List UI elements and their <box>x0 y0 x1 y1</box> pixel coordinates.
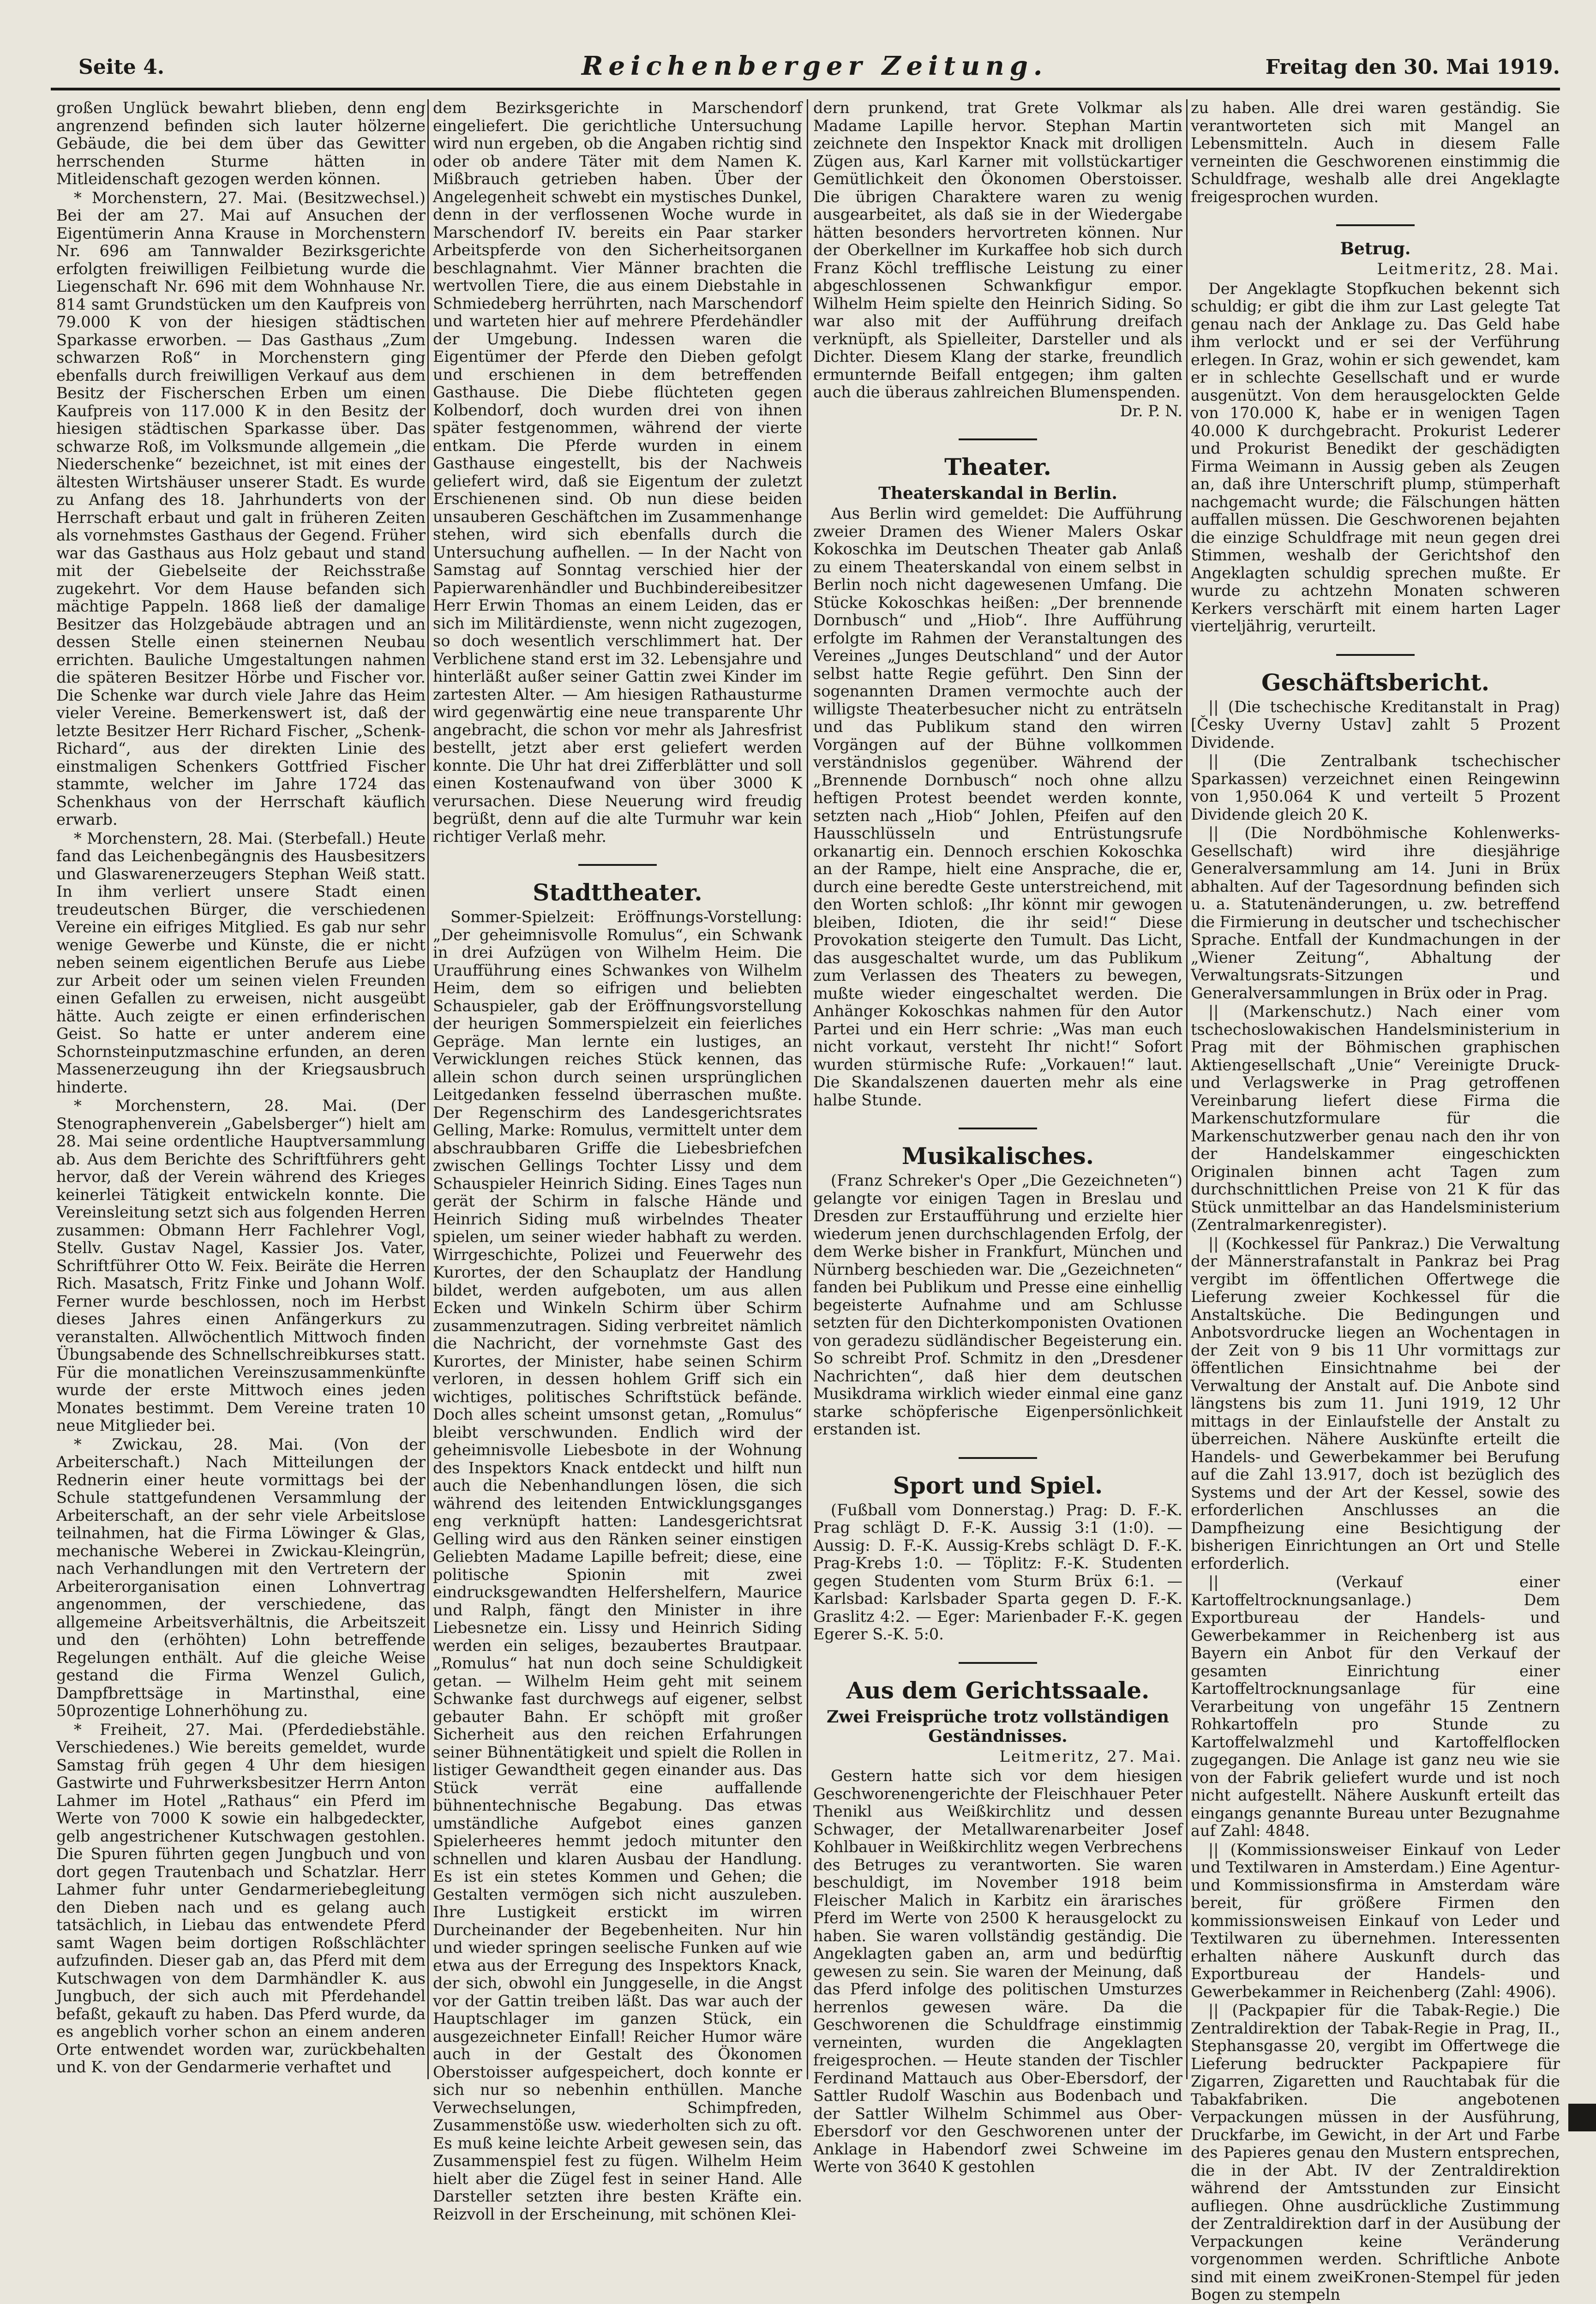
scan-corner <box>1568 2104 1596 2131</box>
article-text: (Franz Schreker's Oper „Die Gezeichneten“) gelangte vor einigen Tagen in Breslau und Dresden zur Erstaufführung und erzielte hier wiederum jenen durchschlagenden Erfolg, der dem Werke bisher in Frankfurt, München und Nürnberg beschieden war. Die „Gezeichneten“ fanden bei Publikum und Presse eine einhellig begeisterte Aufnahme und am Schlusse setzten für den Dichterkomponisten Ovationen von geradezu südländischer Begeisterung ein. So schreibt Prof. Schmitz in den „Dresdener Nachrichten“, daß hier dem deutschen Musikdrama wirklich wieder einmal eine ganz starke schöpferische Eigenpersönlichkeit erstanden ist. <box>813 1171 1182 1438</box>
theater-review: Sommer-Spielzeit: Eröffnungs-Vorstellung: „Der geheimnisvolle Romulus“, ein Schwank in drei Aufzügen von Wilhelm Heim. Die Uraufführung eines Schwankes von Wilhelm Heim, dem so eifrigen und beliebten Schauspieler, gab der Eröffnungsvorstellung der heurigen Sommerspielzeit ein feierliches Gepräge. Man lernte ein lustiges, an Verwicklungen reiches Stück kennen, das allein schon durch seinen ursprünglichen Leitgedanken fesselnd überraschen mußte. Der Regenschirm des Landesgerichtsrates Gelling, Marke: Romulus, vermittelt unter dem abschraubbaren Griffe die Liebesbriefchen zwischen Gellings Tochter Lissy und dem Schauspieler Heinrich Siding. Eines Tages nun gerät der Schirm in falsche Hände und Heinrich Siding muß wirbelndes Theater spielen, um seiner wieder habhaft zu werden. Wirrgeschichte, Polizei und Feuerwehr des Kurortes, der den Schauplatz der Handlung bildet, werden aufgeboten, um aus allen Ecken und Winkeln Schirm über Schirm zusammenzutragen. Siding verbreitet nämlich die Nachricht, der vornehmste Gast des Kurortes, der Minister, habe seinen Schirm verloren, in dessen hohlem Griff sich ein wichtiges, politisches Schriftstück befände. Doch alles scheint umsonst getan, „Romulus“ bleibt verschwunden. Endlich wird der geheimnisvolle Liebesbote in der Wohnung des Inspektors Knack entdeckt und hilft nun auch die Nebenhandlungen lösen, die sich während des leitenden Entwicklungsganges eng verknüpft hatten: Landesgerichtsrat Gelling wird aus den Ränken seiner einstigen Geliebten Madame Lapille befreit; diese, eine politische Spionin mit zwei eindrucksgewandten Helfershelfern, Maurice und Ralph, fängt den Minister in ihre Liebesnetze ein. Lissy und Heinrich Siding werden ein seliges, bezaubertes Brautpaar. „Romulus“ hat nun doch seine Schuldigkeit getan. — Wilhelm Heim geht mit seinem Schwanke fast durchwegs auf eigener, selbst gebauter Bahn. Er schöpft mit großer Sicherheit aus den reichen Erfahrungen seiner Bühnentätigkeit und spielt die Rollen in listiger Gewandtheit gegen einander aus. Das Stück verrät eine auffallende bühnentechnische Begabung. Das etwas umständliche Aufgebot eines ganzen Spielerheeres hemmt jedoch mitunter den schnellen und klaren Ausbau der Handlung. Es ist ein stetes Kommen und Gehen; die Gestalten vermögen sich nicht auszuleben. Ihre Lustigkeit erstickt im wirren Durcheinander der Begebenheiten. Nur hin und wieder springen seelische Funken auf wie etwa aus der Erregung des Inspektors Knack, der sich, obwohl ein Junggeselle, in die Angst vor der Gattin treiben läßt. Das war auch der Hauptschlager im ganzen Stück, ein ausgezeichneter Einfall! Reicher Humor wäre auch in der Gestalt des Ökonomen Oberstoisser aufgespeichert, doch konnte er sich nur so nebenhin enthüllen. Manche Verwechselungen, Schimpfreden, Zusammenstöße usw. wiederholten sich zu oft. Es muß keine leichte Arbeit gewesen sein, das Zusammenspiel fest zu fügen. Wilhelm Heim hielt aber die Zügel fest in seiner Hand. Alle Darsteller setzten ihre besten Kräfte ein. Reizvoll in der Erscheinung, mit schönen Klei- <box>433 908 802 2223</box>
article-text: (Fußball vom Donnerstag.) Prag: D. F.-K. Prag schlägt D. F.-K. Aussig 3:1 (1:0). — Aussig: D. F.-K. Aussig-Krebs schlägt D. F.-K. Prag-Krebs 1:0. — Töplitz: F.-K. Studenten gegen Studenten vom Sturm Brüx 6:1. — Karlsbad: Karlsbader Sparta gegen D. F.-K. Graslitz 4:2. — Eger: Marienbader F.-K. gegen Egerer S.-K. 5:0. <box>813 1500 1182 1643</box>
section-separator <box>959 438 1037 440</box>
column-divider <box>807 99 808 2079</box>
header-rule <box>51 88 1560 90</box>
business-item: || (Kommissionsweiser Einkauf von Leder und Textilwaren in Amsterdam.) Eine Agentur- und Kommissionsfirma in Amsterdam wäre bereit, für größere Firmen den kommissionsweisen Einkauf von Leder und Textilwaren zu übernehmen. Interessenten erhalten nähere Auskunft durch das Exportbureau der Handels- und Gewerbekammer in Reichenberg (Zahl: 4906). <box>1191 1840 1560 2001</box>
local-news-freiheit: * Freiheit, 27. Mai. (Pferdediebstähle. Verschiedenes.) Wie bereits gemeldet, wurde Samstag früh gegen 4 Uhr dem hiesigen Gastwirte und Fuhrwerksbesitzer Herrn Anton Lahmer im Hotel „Rathaus“ ein Pferd im Werte von 7000 K sowie ein halbgedeckter, gelb angestrichener Kutschwagen gestohlen. Die Spuren führten gegen Jungbuch und von dort gegen Trautenbach und Schatzlar. Herr Lahmer fuhr unter Gendarmeriebegleitung den Dieben nach und es gelang auch tatsächlich, in Liebau das entwendete Pferd samt Wagen beim dortigen Roßschlächter aufzufinden. Dieser gab an, das Pferd mit dem Kutschwagen von dem Darmhändler K. aus Jungbuch, der sich auch mit Pferdehandel befaßt, gekauft zu haben. Das Pferd wurde, da es angeblich vorher schon an einem anderen Orte entwendet worden war, zurückbehalten und K. von der Gendarmerie verhaftet und <box>56 1720 426 2076</box>
section-separator <box>959 1457 1037 1459</box>
business-item: || (Kochkessel für Pankraz.) Die Verwaltung der Männerstrafanstalt in Pankraz bei Prag vergibt im öffentlichen Offertwege die Lieferung zweier Kochkessel für die Anstaltsküche. Die Bedingungen und Anbotsvordrucke liegen an Wochentagen in der Zeit von 9 bis 11 Uhr vormittags zur öffentlichen Einsichtnahme bei der Verwaltung der Anstalt auf. Die Anbote sind längstens bis zum 11. Juni 1919, 12 Uhr mittags in der Einlaufstelle der Anstalt zu überreichen. Nähere Auskünfte erteilt die Handels- und Gewerbekammer bei Berufung auf die Zahl 13.917, doch ist bezüglich des Systems und der Art der Kessel, sowie des erforderlichen Anschlusses an die Dampfheizung eine Besichtigung der bisherigen Einrichtungen an Ort und Stelle erforderlich. <box>1191 1234 1560 1572</box>
newspaper-title: Reichenberger Zeitung. <box>582 51 1048 81</box>
column-divider <box>1186 99 1188 2079</box>
business-item: || (Verkauf einer Kartoffeltrocknungsanlage.) Dem Exportbureau der Handels- und Gewerbekammer in Reichenberg ist aus Bayern ein Anbot für den Verkauf der gesamten Einrichtung einer Kartoffeltrocknungsanlage für eine Verarbeitung von ungefähr 15 Zentnern Rohkartoffeln pro Stunde zu Kartoffelwalzmehl und Kartoffelflocken zugegangen. Die Anlage ist ganz neu wie sie von der Fabrik geliefert wurde und ist noch nicht aufgestellt. Nähere Auskunft erteilt das eingangs genannte Bureau unter Bezugnahme auf Zahl: 4848. <box>1191 1573 1560 1840</box>
business-item: || (Markenschutz.) Nach einer vom tschechoslowakischen Handelsministerium in Prag mit der Böhmischen graphischen Aktiengesellschaft „Unie“ Vereinigte Druck- und Verlagswerke in Prag getroffenen Vereinbarung liefert diese Firma die Markenschutzformulare für die Markenschutzwerber genau nach den ihr von der Handelskammer eingeschickten Originalen binnen acht Tagen zum durchschnittlichen Preise von 21 K für das Stück unmittelbar an das Handelsministerium (Zentralmarkenregister). <box>1191 1002 1560 1234</box>
local-news-zwickau: * Zwickau, 28. Mai. (Von der Arbeiterschaft.) Nach Mitteilungen der Rednerin einer heute vormittags bei der Schule stattgefundenen Versammlung der Arbeiterschaft, an der sehr viele Arbeitslose teilnahmen, hat die Firma Löwinger & Glas, mechanische Weberei in Zwickau-Kleingrün, nach Verhandlungen mit den Vertretern der Arbeiterorganisation einen Lohnvertrag angenommen, der verschiedene, das allgemeine Arbeitsverhältnis, die Arbeitszeit und den (erhöhten) Lohn betreffende Regelungen enthält. Auf die gleiche Weise gestand die Firma Wenzel Gulich, Dampfbrettsäge in Martinsthal, eine 50prozentige Lohnerhöhung zu. <box>56 1435 426 1720</box>
dateline: Leitmeritz, 27. Mai. <box>999 1747 1182 1765</box>
section-heading-theater: Theater. <box>944 453 1051 480</box>
article-text: Der Angeklagte Stopfkuchen bekennt sich schuldig; er gibt die ihm zur Last gelegte Tat genau nach der Anklage zu. Das Geld habe ihm verlockt und er sei der Verführung erlegen. In Graz, wohin er sich gewendet, kam er in schlechte Gesellschaft und er wurde ausgenützt. Von dem herausgelockten Gelde von 170.000 K, habe er in wenigen Tagen 40.000 K durchgebracht. Prokurist Lederer und Prokurist Benedikt der geschädigten Firma Weimann in Aussig geben als Zeugen an, daß ihre Unterschrift plump, stümperhaft nachgemacht wurde; die Fälschungen hätten auffallen müssen. Die Geschworenen bejahten die einzige Schuldfrage mit neun gegen drei Stimmen, weshalb der Gerichtshof den Angeklagten schuldig sprechen mußte. Er wurde zu achtzehn Monaten schweren Kerkers verschärft mit einem harten Lager vierteljährig, verurteilt. <box>1191 279 1560 635</box>
business-item: || (Die tschechische Kreditanstalt in Prag) [Česky Uverny Ustav] zahlt 5 Prozent Dividende. <box>1191 697 1560 751</box>
business-item: || (Packpapier für die Tabak-Regie.) Die Zentraldirektion der Tabak-Regie in Prag, II., Stephansgasse 20, vergibt im Offertwege die Lieferung bedruckter Packpapiere für Zigarren, Zigaretten und Rauchtabak für die Tabakfabriken. Die angebotenen Verpackungen müssen in der Ausführung, Druckfarbe, im Gewicht, in der Art und Farbe des Papieres genau den Mustern entsprechen, die in der Abt. IV der Zentraldirektion während der Amtsstunden zur Einsicht aufliegen. Ohne ausdrückliche Zustimmung der Zentraldirektion darf in der Ausübung der Verpackungen keine Veränderung vorgenommen werden. Schriftliche Anbote sind mit einem zweiKronen-Stempel für jeden Bogen zu stempeln <box>1191 2001 1560 2304</box>
column-divider <box>427 99 429 2079</box>
local-news-morchenstern-property: * Morchenstern, 27. Mai. (Besitzwechsel.) Bei der am 27. Mai auf Ansuchen der Eigentümerin Anna Krause in Morchenstern Nr. 696 am Tannwalder Bezirksgerichte erfolgten freiwilligen Feilbietung wurde die Liegenschaft Nr. 696 mit dem Wohnhause Nr. 814 samt Grundstücken um den Kaufpreis von 79.000 K von der hiesigen städtischen Sparkasse erworben. — Das Gasthaus „Zum schwarzen Roß“ in Morchenstern ging ebenfalls durch freiwilligen Verkauf aus dem Besitz der Fischerschen Erben um einen Kaufpreis von 117.000 K in den Besitz der hiesigen städtischen Sparkasse über. Das schwarze Roß, im Volksmunde allgemein „die Niederschenke“ bezeichnet, ist mit eines der ältesten Wirtshäuser unserer Stadt. Es wurde zu Anfang des 18. Jahrhunderts von der Herrschaft erbaut und galt in früheren Zeiten als vornehmstes Gasthaus der Gegend. Früher war das Gasthaus aus Holz gebaut und stand mit der Giebelseite der Reichsstraße zugekehrt. Vor dem Hause befanden sich mächtige Pappeln. 1868 ließ der damalige Besitzer das Holzgebäude abtragen und an dessen Stelle einen steinernen Neubau errichten. Bauliche Umgestaltungen nahmen die späteren Besitzer Hörbe und Fischer vor. Die Schenke war durch viele Jahre das Heim vieler Vereine. Bemerkenswert ist, daß der letzte Besitzer Herr Richard Fischer, „Schenk-Richard“, aus der direkten Linie des einstmaligen Schenkers Gottfried Fischer stammte, welcher im Jahre 1724 das Schenkhaus von der Herrschaft käuflich erwarb. <box>56 188 426 828</box>
local-news-stenographers: * Morchenstern, 28. Mai. (Der Stenographenverein „Gabelsberger“) hielt am 28. Mai seine ordentliche Hauptversammlung ab. Aus dem Berichte des Schriftführers geht hervor, daß der Verein während des Krieges keinerlei Tätigkeit entwickeln konnte. Die Vereinsleitung setzt sich aus folgenden Herren zusammen: Obmann Herr Fachlehrer Vogl, Stellv. Gustav Nagel, Kassier Jos. Vater, Schriftführer Otto W. Feix. Beiräte die Herren Rich. Masatsch, Fritz Finke und Johann Wolf. Ferner wurde beschlossen, noch im Herbst dieses Jahres einen Anfängerkurs zu veranstalten. Allwöchentlich Mittwoch finden Übungsabende des Schnellschreibkurses statt. Für die monatlichen Vereinszusammenkünfte wurde der erste Mittwoch eines jeden Monates bestimmt. Dem Vereine traten 10 neue Mitglieder bei. <box>56 1097 426 1434</box>
section-separator <box>959 1662 1037 1664</box>
column-1 <box>56 99 426 2079</box>
section-separator <box>959 1128 1037 1129</box>
issue-date: Freitag den 30. Mai 1919. <box>1265 55 1560 79</box>
article-text: dern prunkend, trat Grete Volkmar als Madame Lapille hervor. Stephan Martin zeichnete den Inspektor Knack mit drolligen Zügen aus, Karl Karner mit vollstückartiger Gemütlichkeit den Ökonomen Oberstoisser. Die übrigen Charaktere waren zu wenig ausgearbeitet, als daß sie in der Wiedergabe hätten besonders hervortreten können. Nur der Oberkellner im Kurkaffee hob sich durch Franz Köchl trefflische Leistung zu einer abgeschlossenen Schwankfigur empor. Wilhelm Heim spielte den Heinrich Siding. So war also mit der Aufführung dreifach verknüpft, als Spielleiter, Darsteller und als Dichter. Diesem Klang der starke, freundlich ermunternde Beifall entgegen; ihm galten auch die überaus zahlreichen Blumenspenden. <box>813 99 1182 401</box>
section-heading-sport: Sport und Spiel. <box>893 1471 1103 1499</box>
column-2 <box>433 99 802 2223</box>
author-signature: Dr. P. N. <box>1120 402 1182 420</box>
column-4 <box>1191 99 1560 2304</box>
article-text: zu haben. Alle drei waren geständig. Sie verantworteten sich mit Mangel an Lebensmitteln. Auch in diesem Falle verneinten die Geschworenen einstimmig die Schuldfrage, weshalb alle drei Angeklagte freigesprochen wurden. <box>1191 99 1560 206</box>
article-subheading: Zwei Freisprüche trotz vollständigen Geständnisses. <box>827 1707 1169 1746</box>
article-subheading: Theaterskandal in Berlin. <box>878 484 1117 503</box>
column-3 <box>813 99 1182 2176</box>
section-separator <box>578 864 657 866</box>
article-text: Gestern hatte sich vor dem hiesigen Geschworenengerichte der Fleischhauer Peter Thenikl aus Weißkirchlitz und dessen Schwager, der Metallwarenarbeiter Josef Kohlbauer in Weißkirchlitz wegen Verbrechens des Betruges zu verantworten. Sie waren beschuldigt, im November 1918 beim Fleischer Malich in Karbitz ein ärarisches Pferd im Werte von 2500 K herausgelockt zu haben. Sie waren vollständig geständig. Die Angeklagten gaben an, arm und bedürftig gewesen zu sein. Sie waren der Meinung, daß das Pferd infolge des politischen Umsturzes herrenlos gewesen wäre. Da die Geschworenen die Schuldfrage einstimmig verneinten, wurden die Angeklagten freigesprochen. — Heute standen der Tischler Ferdinand Mattauch aus Ober-Ebersdorf, der Sattler Rudolf Waschin aus Bodenbach und der Sattler Wilhelm Schimmel aus Ober-Ebersdorf vor den Geschworenen unter der Anklage in Habendorf zwei Schweine im Werte von 3640 K gestohlen <box>813 1767 1182 2176</box>
section-heading-music: Musikalisches. <box>901 1142 1094 1170</box>
business-item: || (Die Zentralbank tschechischer Sparkassen) verzeichnet einen Reingewinn von 1,950.064 K und verteilt 5 Prozent Dividende gleich 20 K. <box>1191 752 1560 823</box>
article-subheading: Betrug. <box>1340 239 1411 258</box>
article-text: großen Unglück bewahrt blieben, denn eng angrenzend befinden sich lauter hölzerne Gebäude, die bei dem über das Gewitter herrschenden Sturme hätten in Mitleidenschaft gezogen werden können. <box>56 99 426 188</box>
article-text: dem Bezirksgerichte in Marschendorf eingeliefert. Die gerichtliche Untersuchung wird nun ergeben, ob die Angaben richtig sind oder ob andere Täter mit dem Namen K. Mißbrauch getrieben haben. Über der Angelegenheit schwebt ein mystisches Dunkel, denn in der verflossenen Woche wurde in Marschendorf IV. bereits ein Paar starker Arbeitspferde von den Sicherheitsorganen beschlagnahmt. Vier Männer brachten die wertvollen Tiere, die aus einem Diebstahle in Schmiedeberg herrührten, nach Marschendorf und warteten hier auf mehrere Pferdehändler der Umgebung. Indessen waren die Eigentümer der Pferde den Dieben gefolgt und erschienen in dem betreffenden Gasthause. Die Diebe flüchteten gegen Kolbendorf, doch wurden drei von ihnen später festgenommen, während der vierte entkam. Die Pferde wurden in einem Gasthause eingestellt, bis der Nachweis geliefert wird, daß sie Eigentum der zuletzt Erschienenen sind. Ob nun diese beiden unsauberen Geschäftchen im Zusammenhange stehen, wird sich ebenfalls durch die Untersuchung aufhellen. — In der Nacht von Samstag auf Sonntag verschied hier der Papierwarenhändler und Buchbindereibesitzer Herr Erwin Thomas an einem Leiden, das er sich im Militärdienste, wenn nicht zugezogen, so doch wesentlich verschlimmert hat. Der Verblichene stand erst im 32. Lebensjahre und hinterläßt außer seiner Gattin zwei Kinder im zartesten Alter. — Am hiesigen Rathausturme wird gegenwärtig eine neue transparente Uhr angebracht, die schon vor mehr als Jahresfrist bestellt, jetzt aber erst geliefert werden konnte. Die Uhr hat drei Zifferblätter und soll einen Kostenaufwand von über 3000 K verursachen. Diese Neuerung wird freudig begrüßt, denn auf die alte Turmuhr war kein richtiger Verlaß mehr. <box>433 99 802 846</box>
article-text: Aus Berlin wird gemeldet: Die Aufführung zweier Dramen des Wiener Malers Oskar Kokoschka im Deutschen Theater gab Anlaß zu einem Theaterskandal von einem selbst in Berlin noch nicht dagewesenen Umfang. Die Stücke Kokoschkas heißen: „Der brennende Dornbusch“ und „Hiob“. Ihre Aufführung erfolgte im Rahmen der Veranstaltungen des Vereines „Junges Deutschland“ und der Autor selbst hatte Regie geführt. Den Sinn der sogenannten Dramen vermochte auch der willigste Theaterbesucher nicht zu enträtseln und das Publikum stand den wirren Vorgängen auf der Bühne vollkommen verständnislos gegenüber. Während der „Brennende Dornbusch“ noch ohne allzu heftigen Protest beendet werden konnte, setzten nach „Hiob“ Johlen, Pfeifen auf den Hausschlüsseln und Entrüstungsrufe orkanartig ein. Dennoch erschien Kokoschka an der Rampe, hielt eine Ansprache, die er, durch eine beredte Geste unterstreichend, mit den Worten schloß: „Ihr könnt mir gewogen bleiben, Idioten, die ihr seid!“ Diese Provokation steigerte den Tumult. Das Licht, das ausgeschaltet wurde, um das Publikum zum Verlassen des Theaters zu bewegen, mußte wieder eingeschaltet werden. Die Anhänger Kokoschkas nahmen für den Autor Partei und ein Herr schrie: „Was man euch nicht vorkaut, versteht Ihr nicht!“ Sofort wurden stürmische Rufe: „Vorkauen!“ laut. Die Skandalszenen dauerten mehr als eine halbe Stunde. <box>813 504 1182 1109</box>
section-heading-business: Geschäftsbericht. <box>1261 668 1490 696</box>
business-item: || (Die Nordböhmische Kohlenwerks-Gesellschaft) wird ihre diesjährige Generalversammlung am 14. Juni in Brüx abhalten. Auf der Tagesordnung befinden sich u. a. Statutenänderungen, u. zw. betreffend die Firmierung in deutscher und tschechischer Sprache. Entfall der Kundmachungen in der „Wiener Zeitung“, Abhaltung der Verwaltungsrats-Sitzungen und Generalversammlungen in Brüx oder in Prag. <box>1191 824 1560 1002</box>
section-separator <box>1336 224 1415 226</box>
section-separator <box>1336 654 1415 656</box>
section-heading-stadttheater: Stadttheater. <box>533 879 702 906</box>
page-number: Seite 4. <box>78 55 165 79</box>
local-news-morchenstern-death: * Morchenstern, 28. Mai. (Sterbefall.) Heute fand das Leichenbegängnis des Hausbesitzers und Glaswarenerzeugers Stephan Weiß statt. In ihm verliert unsere Stadt einen treudeutschen Bürger, die verschiedenen Vereine ein eifriges Mitglied. Es gab nur sehr wenige Gewerbe und Künste, die er nicht neben seinem eigentlichen Berufe aus Liebe zur Arbeit oder um seinen vielen Freunden einen Gefallen zu erweisen, nicht ausgeübt hätte. Auch zeigte er einen erfinderischen Geist. So hatte er unter anderem eine Schornsteinputzmaschine erfunden, an deren Massenerzeugung ihn der Kriegsausbruch hinderte. <box>56 829 426 1096</box>
dateline: Leitmeritz, 28. Mai. <box>1377 260 1560 278</box>
section-heading-court: Aus dem Gerichtssaale. <box>846 1676 1150 1704</box>
page-header <box>51 46 1560 88</box>
